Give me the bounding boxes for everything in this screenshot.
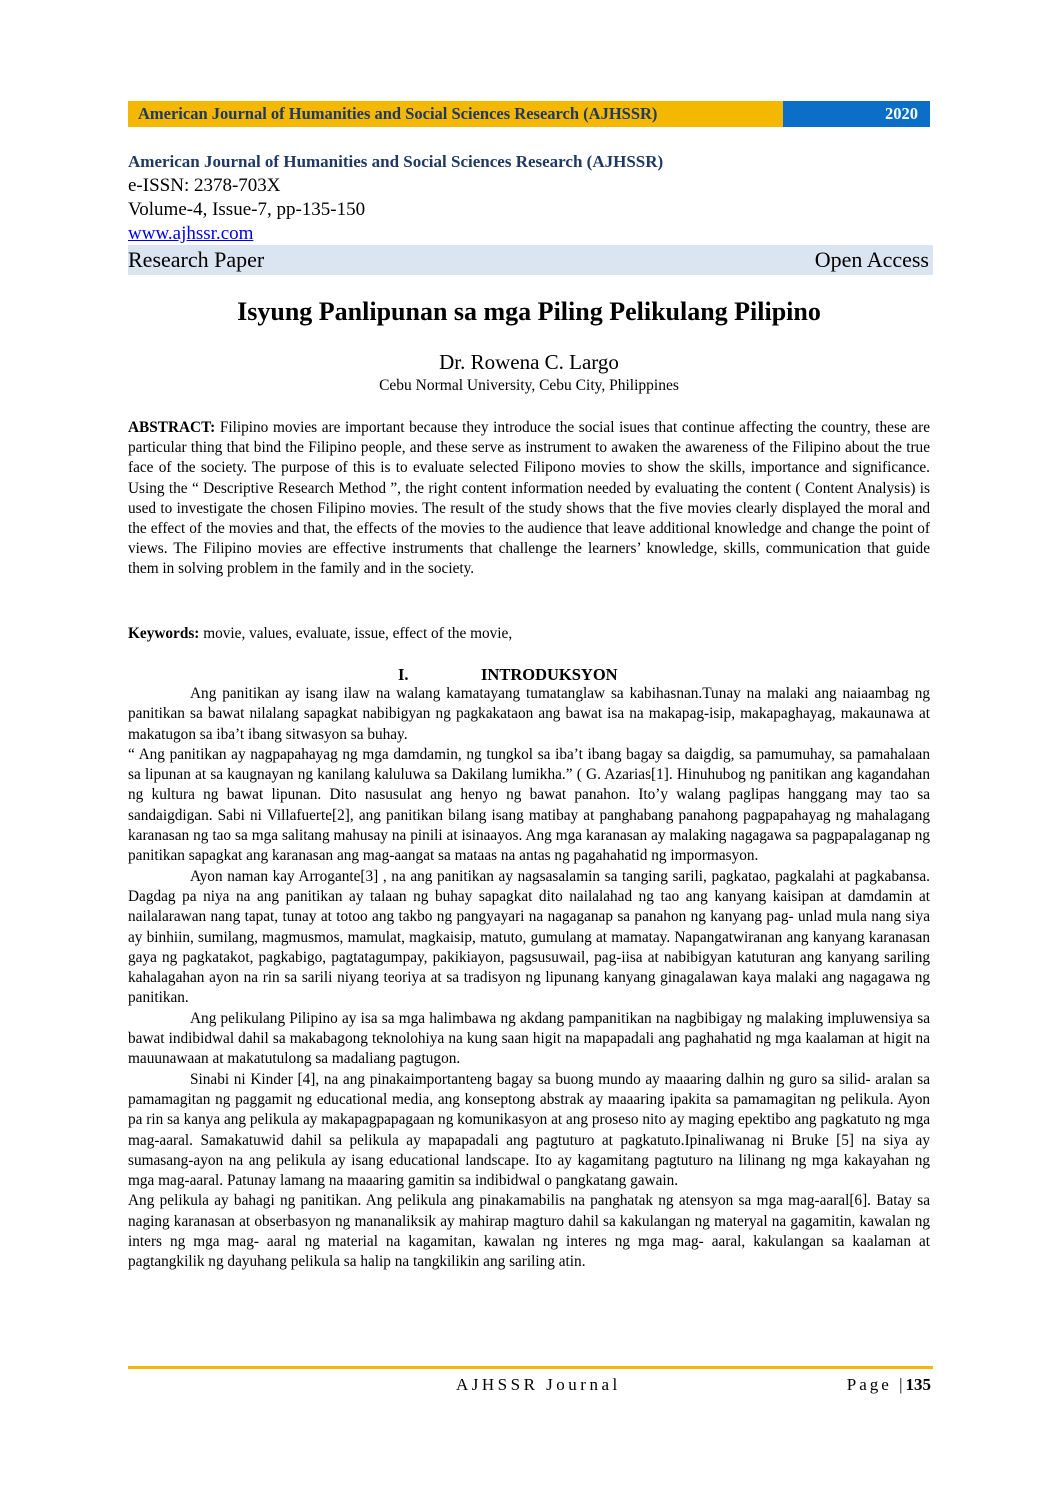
header-year: 2020 xyxy=(783,101,930,127)
footer-page xyxy=(847,1373,931,1397)
access-label: Open Access xyxy=(814,247,929,272)
paragraph: Sinabi ni Kinder [4], na ang pinakaimportanteng bagay sa buong mundo ay maaaring dalhin ng guro sa silid- aralan sa pamamagitan ng paggamit ng educational media, ang konseptong abstrak ay maaaring ipakita sa pamamagitan ng pelikula. Ayon pa rin sa kanya ang pelikula ay makapagpapagaan ng komunikasyon at ang proseso nito ay maging epektibo ang pagkatuto ng mga mag-aaral. Samakatuwid dahil sa pelikula ay mapapadali ang pagtuturo at pagkatuto.Ipinaliwanag ni Bruke [5] na siya ay sumasang-ayon na ang pelikula ay isang educational landscape. Ito ay kagamitang pagtuturo na lilinang ng mga kakayahan ng mga mag-aaral. Patunay lamang na maaaring gamitin sa indibidwal o pangkatang gawain. xyxy=(128,1070,931,1190)
paragraph: Ang pelikula ay bahagi ng panitikan. Ang pelikula ang pinakamabilis na panghatak ng atensyon sa mga mag-aaral[6]. Batay sa naging karanasan at obserbasyon ng mananaliksik ay mahirap magturo dahil sa kakulangan ng materyal na gagamitin, kawalan ng inters ng mga mag- aaral ng material na kagamitan, kawalan ng interes ng mga mag- aaral, kakulangan sa kaalaman at pagtangkilik ng dayuhang pelikula sa halip na tangkilikin ang sariling atin. xyxy=(128,1192,930,1271)
footer-page-number: 135 xyxy=(905,1375,931,1394)
paper-type-label: Research Paper xyxy=(128,247,265,272)
paper-type-bar xyxy=(128,245,933,275)
paragraph: Ang panitikan ay isang ilaw na walang kamatayang tumatanglaw sa kabihasnan.Tunay na malaki ang naiaambag ng panitikan sa bawat nilalang sapagkat nabibigyan ng pagkakataon ang bawat isa na makapag-isip, makapaghayag, makaunawa at makatugon sa iba’t ibang sitwasyon sa buhay. xyxy=(128,685,930,743)
header-journal-name: American Journal of Humanities and Social Sciences Research (AJHSSR) xyxy=(128,101,783,127)
keywords xyxy=(128,624,930,644)
footer-divider xyxy=(128,1366,933,1369)
journal-eissn: e-ISSN: 2378-703X xyxy=(128,175,281,196)
abstract xyxy=(128,418,930,580)
abstract-label: ABSTRACT: xyxy=(128,419,216,436)
journal-title: American Journal of Humanities and Social Sciences Research (AJHSSR) xyxy=(128,152,664,171)
footer-page-label: Page | xyxy=(846,1375,906,1394)
journal-header-bar xyxy=(128,101,930,127)
keywords-label: Keywords: xyxy=(128,625,200,642)
body-text xyxy=(128,684,930,1273)
section-title: INTRODUKSYON xyxy=(481,665,618,684)
paper-title: Isyung Panlipunan sa mga Piling Pelikulang Pilipino xyxy=(237,297,821,326)
page-footer xyxy=(128,1373,933,1397)
abstract-text: Filipino movies are important because they introduce the social isues that continue affecting the country, these are particular thing that bind the Filipino people, and these serve as instrument to awaken the awareness of the Filipino about the true face of the society. The purpose of this is to evaluate selected Filipono movies to show the skills, importance and significance. Using the “ Descriptive Research Method ”, the right content information needed by evaluating the content ( Content Analysis) is used to investigate the chosen Filipino movies. The result of the study shows that the five movies clearly displayed the moral and the effect of the movies and that, the effects of the movies to the audience that leave additional knowledge and change the point of views. The Filipino movies are effective instruments that challenge the learners’ knowledge, skills, communication that guide them in solving problem in the family and in the society. xyxy=(128,419,930,578)
footer-journal: AJHSSR Journal xyxy=(456,1375,621,1394)
paper-author: Dr. Rowena C. Largo xyxy=(439,350,619,374)
journal-info xyxy=(128,150,933,246)
paragraph: “ Ang panitikan ay nagpapahayag ng mga damdamin, ng tungkol sa iba’t ibang bagay sa daigdig, sa pamumuhay, sa pamahalaan sa lipunan at sa kaugnayan ng kanilang kaluluwa sa Dakilang lumikha.” ( G. Azarias[1]. Hinuhubog ng panitikan ang kagandahan ng kultura ng bawat lipunan. Dito nasusulat ang henyo ng bawat panahon. Ito’y walang paglipas hanggang may tao sa sandaigdigan. Sabi ni Villafuerte[2], ang panitikan bilang isang matibay at panghabang panahong pagpapahayag ng mahalagang karanasan ng tao sa mga salitang mahusay na pinili at isinaayos. Ang mga karanasan ay malaking nagagawa sa pagpapalaganap ng panitikan sapagkat ang karanasan ang mag-aangat sa mataas na antas ng pagahahatid ng impormasyon. xyxy=(128,745,930,865)
journal-website-link[interactable]: www.ajhssr.com xyxy=(128,223,254,244)
keywords-text: movie, values, evaluate, issue, effect of the movie, xyxy=(199,625,513,642)
journal-volume: Volume-4, Issue-7, pp-135-150 xyxy=(128,199,366,220)
paragraph: Ang pelikulang Pilipino ay isa sa mga halimbawa ng akdang pampanitikan na nagbibigay ng malaking impluwensiya sa bawat indibidwal dahil sa makabagong teknolohiya na kung saan higit na mapapadali ang paghahatid ng mga kaalaman at higit na mauunawaan at makatutulong sa madaliang pagtugon. xyxy=(128,1009,930,1068)
section-number: I. xyxy=(398,665,409,684)
paragraph: Ayon naman kay Arrogante[3] , na ang panitikan ay nagsasalamin sa tanging sarili, pagkatao, pagkalahi at pagkabansa. Dagdag pa niya na ang panitikan ay talaan ng buhay sapagkat dito nailalahad ng tao ang kanyang kaisipan at damdamin at nailalarawan nang tapat, tunay at totoo ang takbo ng pangyayari na nagaganap sa panahon ng kanyang pag- unlad mula nang siya ay binhiin, sumilang, magmusmos, mamulat, magkaisip, matuto, gumulang at mamatay. Napangatwiranan ang kanyang karanasan gaya ng pagkatakot, pagkabigo, pagtatagumpay, pakikiayon, pagsusuwail, pag-iisa at nabibigyan katuturan ang kanyang sariling kahalagahan ayon na rin sa sarili niyang teoriya at sa tradisyon ng lipunang kanyang ginagalawan kaya malaki ang nagagawa ng panitikan. xyxy=(128,867,930,1007)
author-affiliation: Cebu Normal University, Cebu City, Philippines xyxy=(379,377,679,394)
